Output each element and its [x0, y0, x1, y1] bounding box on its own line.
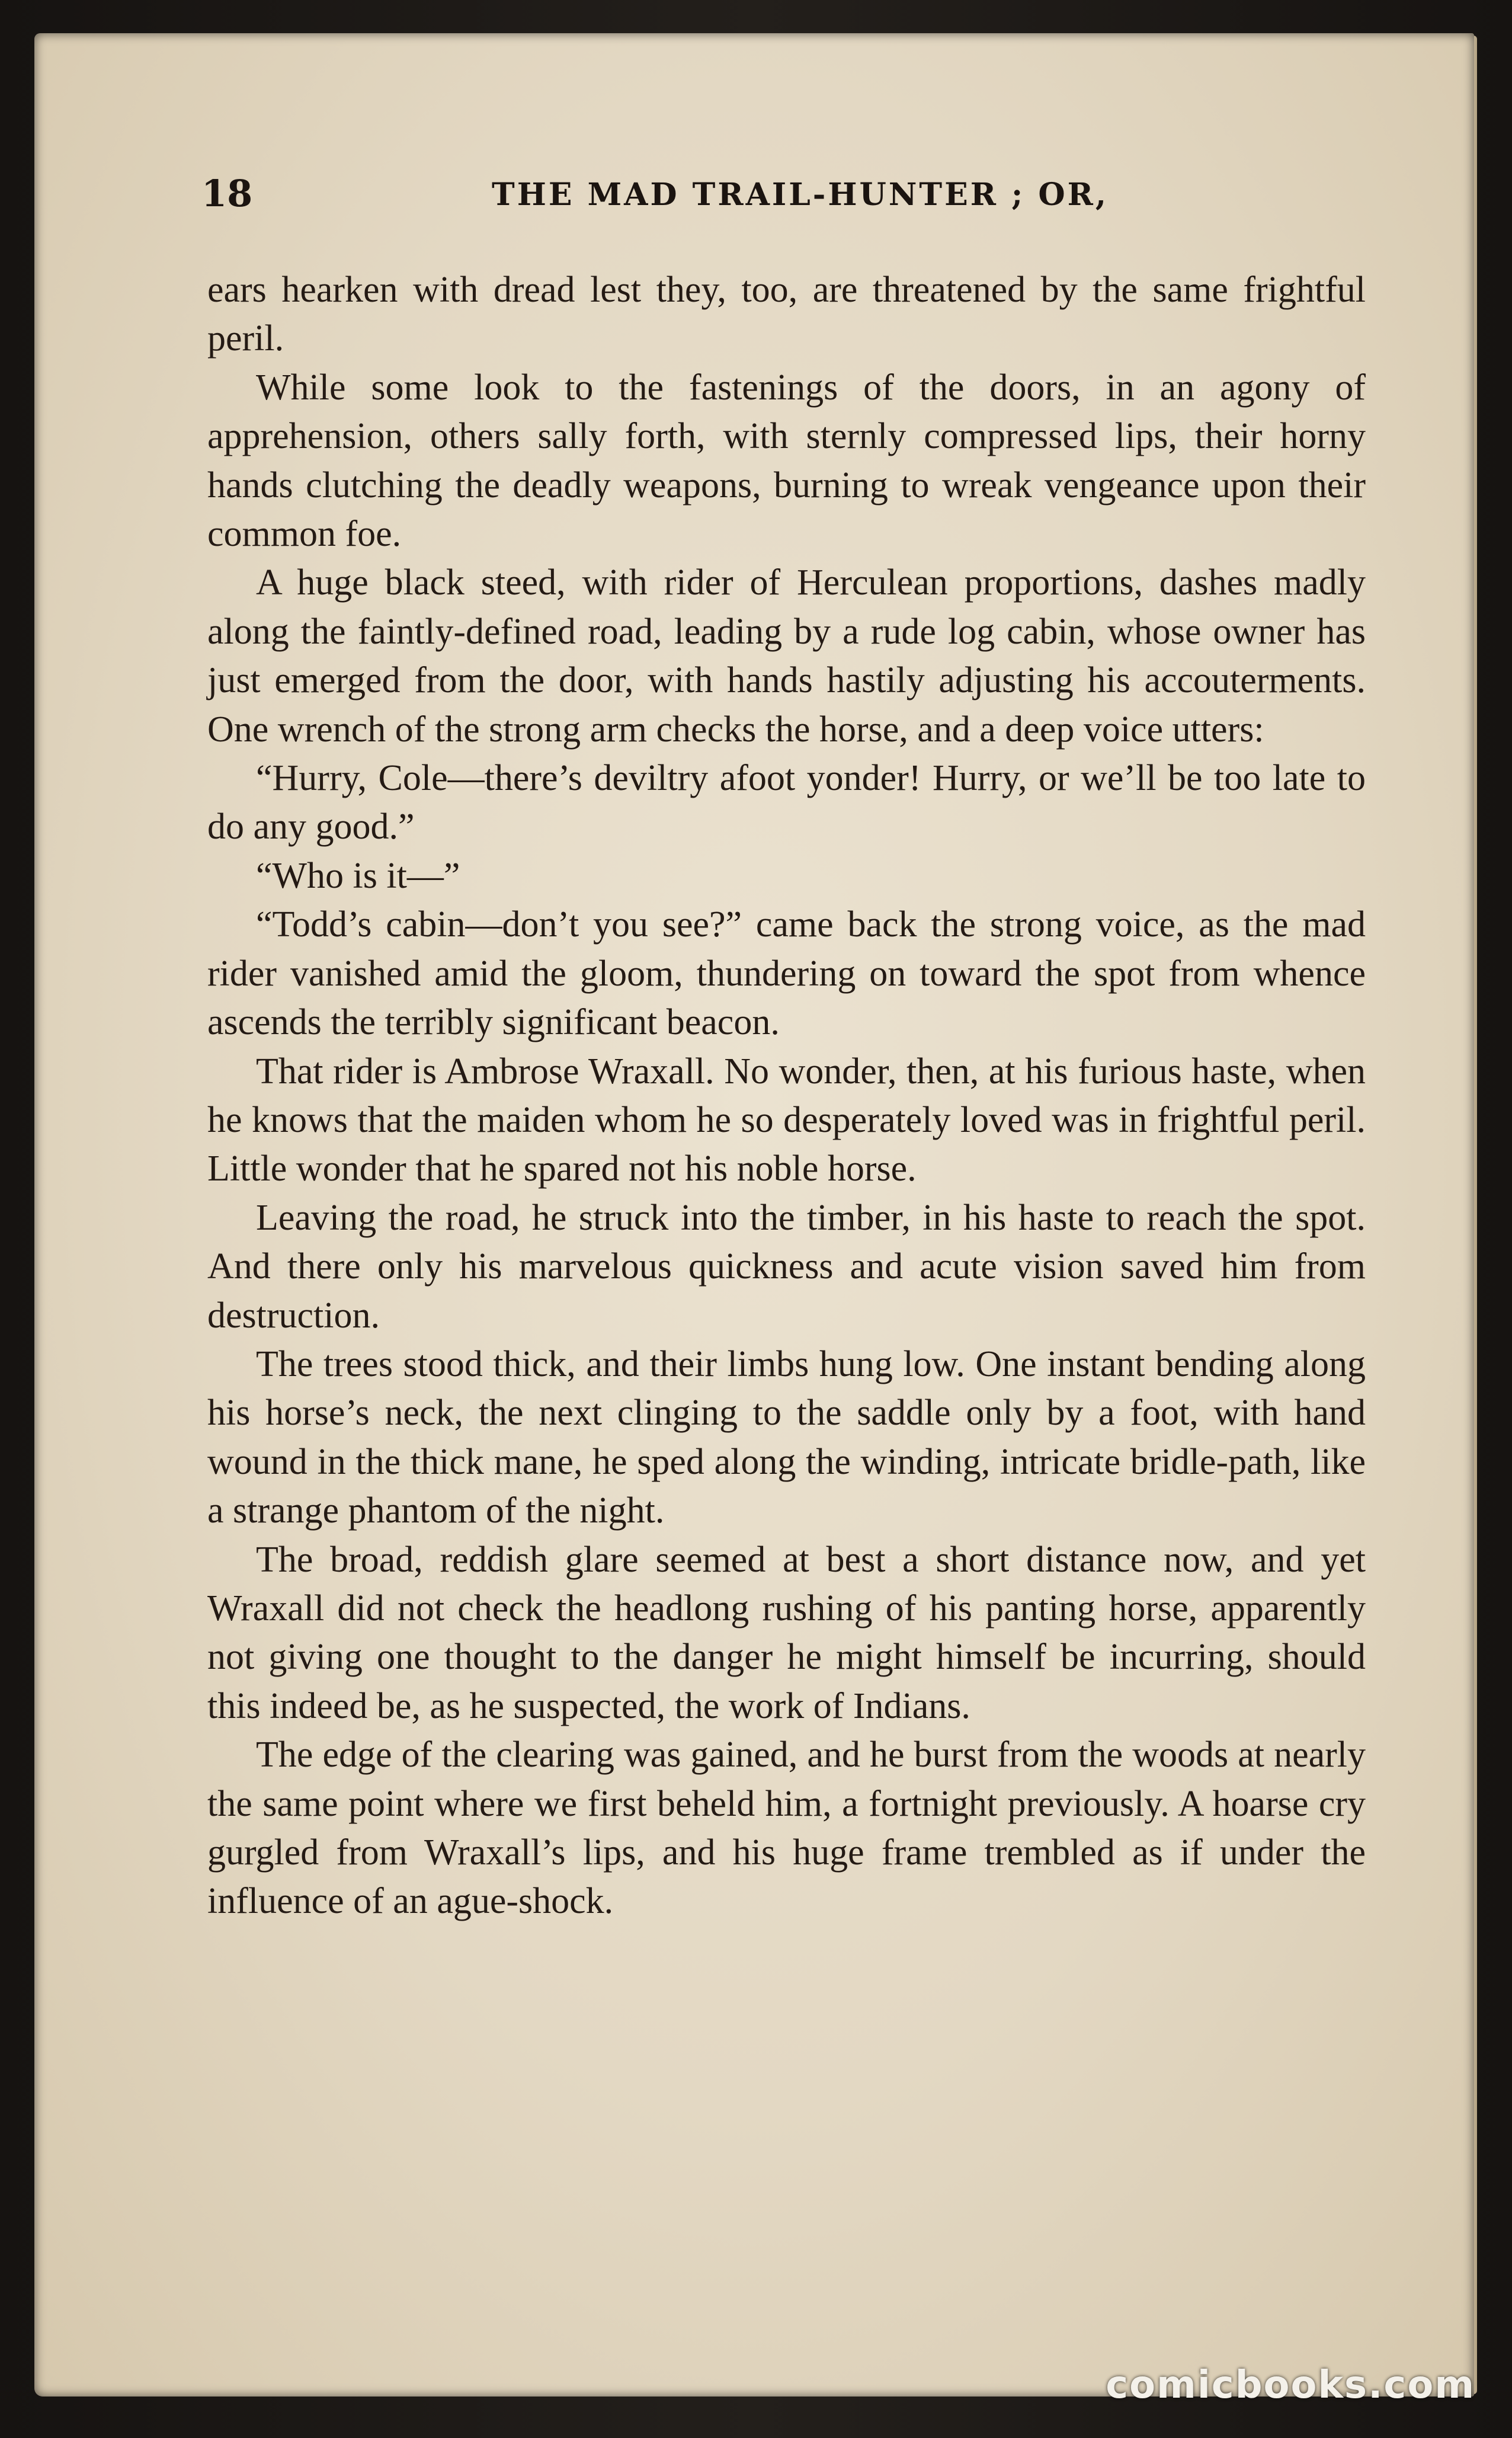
paragraph: “Todd’s cabin—don’t you see?” came back the strong voice, as the mad rider vanished amid the gloom, thundering on toward the spot from whence ascends the terribly significant beacon.: [207, 904, 1366, 1043]
paragraph: “Who is it—”: [256, 855, 460, 896]
running-head: [201, 172, 1363, 225]
running-title: THE MAD TRAIL-HUNTER ; OR,: [492, 177, 1109, 213]
paragraph: While some look to the fastenings of the doors, in an agony of apprehension, others sally forth, with sternly compressed lips, their horny hands clutching the deadly weapons, burning to wreak vengeance upon their common foe.: [207, 367, 1366, 555]
paragraph: A huge black steed, with rider of Herculean proportions, dashes madly along the faintly-defined road, leading by a rude log cabin, whose owner has just emerged from the door, with hands hastily adjusting his accouterments. One wrench of the strong arm checks the horse, and a deep voice utters:: [207, 562, 1366, 750]
watermark: comicbooks.com: [1106, 2363, 1475, 2407]
body-text: [207, 265, 1366, 1926]
paragraph: That rider is Ambrose Wraxall. No wonder, then, at his furious haste, when he knows that the maiden whom he so desperately loved was in frightful peril. Little wonder that he spared not his noble horse.: [207, 1051, 1366, 1189]
paragraph: Leaving the road, he struck into the timber, in his haste to reach the spot. And there only his marvelous quickness and acute vision saved him from destruction.: [207, 1197, 1366, 1336]
paragraph: The broad, reddish glare seemed at best a short distance now, and yet Wraxall did not check the headlong rushing of his panting horse, apparently not giving one thought to the danger he might himself be incurring, should this indeed be, as he suspected, the work of Indians.: [207, 1539, 1366, 1726]
paragraph: The trees stood thick, and their limbs hung low. One instant bending along his horse’s neck, the next clinging to the saddle only by a foot, with hand wound in the thick mane, he sped along the winding, intricate bridle-path, like a strange phantom of the night.: [207, 1343, 1366, 1531]
paragraph: “Hurry, Cole—there’s deviltry afoot yonder! Hurry, or we’ll be too late to do any good.”: [207, 758, 1366, 847]
paragraph: ears hearken with dread lest they, too, are threatened by the same frightful peril.: [207, 270, 1366, 359]
paragraph: The edge of the clearing was gained, and he burst from the woods at nearly the same point where we first beheld him, a fortnight previously. A hoarse cry gurgled from Wraxall’s lips, and his huge frame trembled as if under the influence of an ague-shock.: [207, 1735, 1366, 1922]
page-number: 18: [201, 172, 253, 215]
